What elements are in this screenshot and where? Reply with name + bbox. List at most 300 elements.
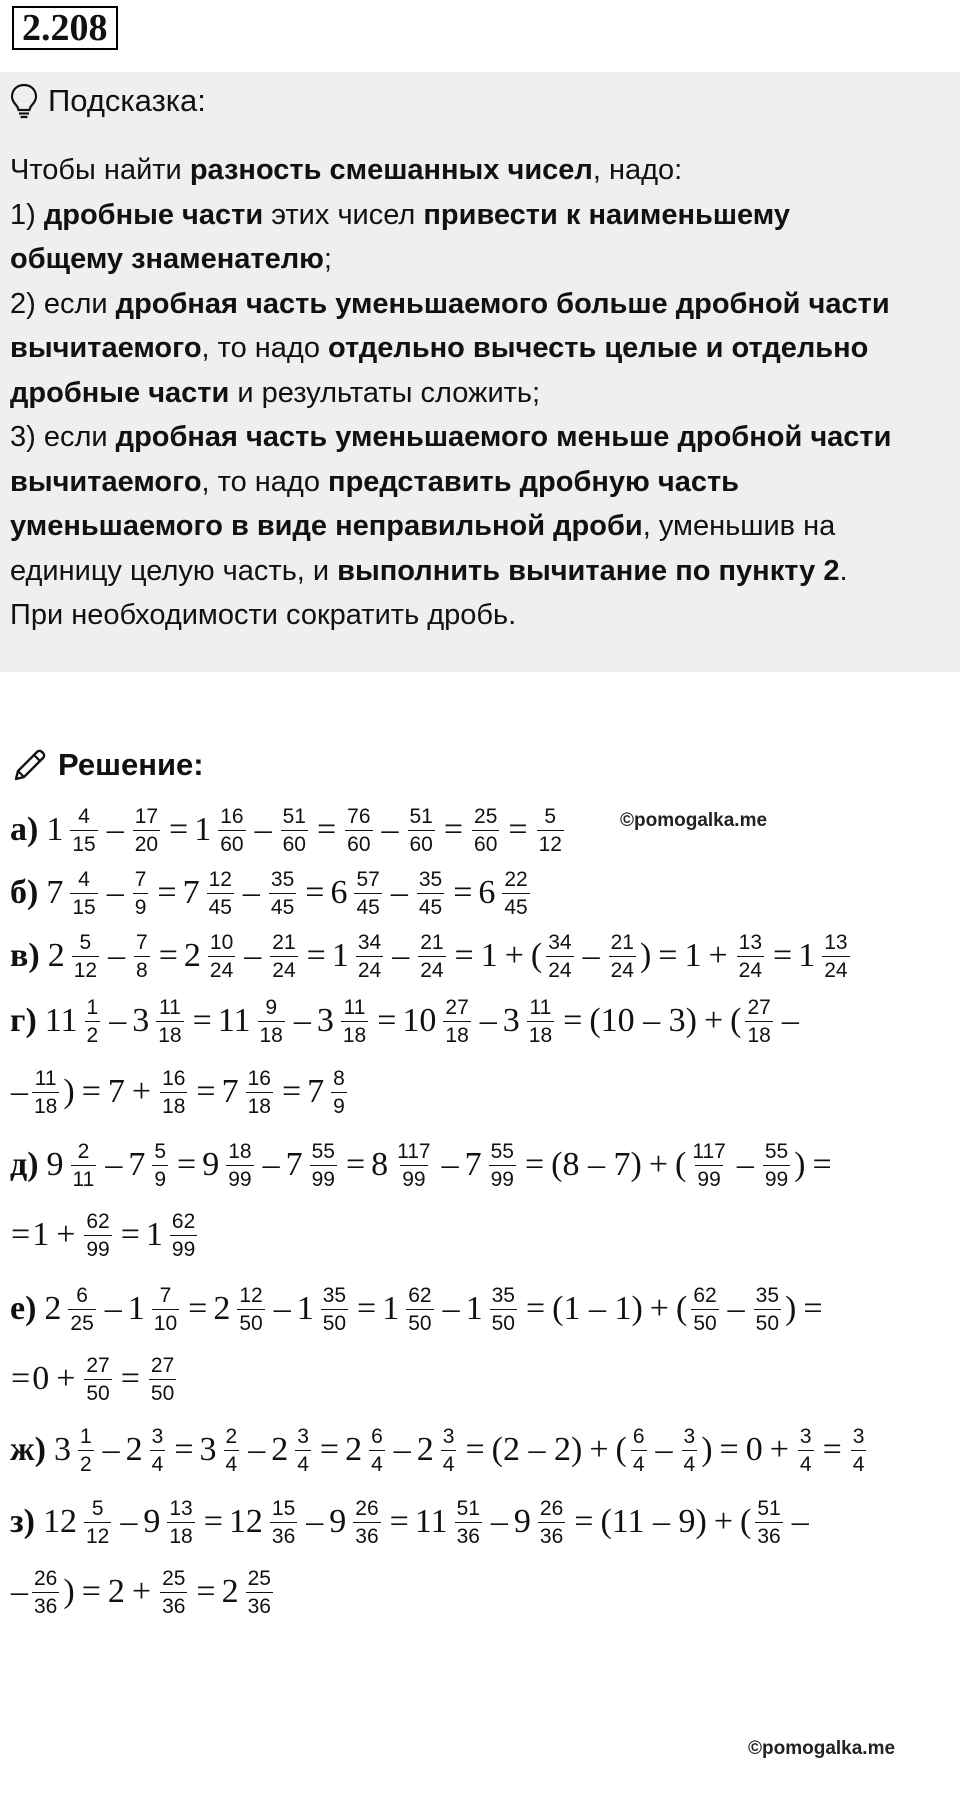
fraction-denominator: 4 [798, 1450, 814, 1477]
fraction-numerator: 62 [171, 1209, 196, 1233]
fraction-denominator: 36 [246, 1592, 273, 1619]
fraction [281, 804, 308, 857]
fraction-denominator: 50 [406, 1309, 433, 1336]
fraction-denominator: 45 [354, 893, 381, 920]
fraction [408, 804, 435, 857]
math-text: = [11, 1360, 31, 1397]
fraction-denominator: 4 [851, 1450, 867, 1477]
fraction [258, 995, 285, 1048]
fraction [270, 930, 297, 983]
fraction-denominator: 24 [609, 956, 636, 983]
math-text: 0 [745, 1431, 763, 1468]
fraction [160, 1566, 187, 1619]
solution-title-text: Решение: [58, 747, 204, 782]
fraction-numerator: 55 [490, 1139, 514, 1163]
fraction-numerator: 21 [420, 930, 444, 954]
fraction-numerator: 3 [442, 1424, 455, 1448]
fraction-denominator: 4 [295, 1450, 311, 1477]
math-operator: – [106, 811, 124, 848]
whole-part: 1 [382, 1290, 400, 1327]
hint-bold-text: вычитаемого [10, 465, 202, 498]
fraction-denominator: 10 [152, 1309, 179, 1336]
math-operator: – [244, 937, 262, 974]
whole-part: 9 [46, 1146, 64, 1183]
fraction-numerator: 21 [272, 930, 296, 954]
math-operator: = [192, 1002, 212, 1039]
hint-text-run: , то надо [201, 465, 329, 498]
math-operator: – [262, 1146, 280, 1183]
whole-part: 7 [464, 1146, 482, 1183]
fraction-numerator: 2 [225, 1424, 238, 1448]
hint-line [10, 326, 950, 371]
fraction [152, 1283, 179, 1336]
fraction-denominator: 36 [270, 1522, 297, 1549]
math-operator: = [177, 1146, 197, 1183]
fraction-denominator: 18 [745, 1021, 772, 1048]
solution-line [10, 1135, 838, 1195]
fraction [537, 804, 564, 857]
math-text: ) [63, 1573, 75, 1610]
pencil-icon [12, 747, 48, 783]
fraction [68, 1283, 95, 1336]
fraction [156, 995, 183, 1048]
fraction [32, 1566, 59, 1619]
whole-part: 1 [194, 811, 212, 848]
fraction-denominator: 4 [369, 1450, 385, 1477]
hint-line [10, 593, 950, 638]
whole-part: 10 [402, 1002, 437, 1039]
problem-number: 2.208 [12, 6, 118, 50]
hint-bold-text: дробная часть уменьшаемого меньше дробной части [115, 421, 892, 453]
hint-bold-text: общему знаменателю [10, 243, 324, 275]
fraction-denominator: 36 [32, 1592, 59, 1619]
fraction [167, 1496, 194, 1549]
whole-part: 3 [316, 1002, 334, 1039]
hint-text-run: 3) если [10, 421, 116, 453]
fraction [418, 930, 445, 983]
math-operator: + [648, 1146, 668, 1183]
fraction-numerator: 51 [282, 804, 306, 828]
fraction [345, 804, 372, 857]
hint-line [10, 193, 950, 238]
fraction [269, 867, 296, 920]
math-operator: = [316, 811, 337, 848]
fraction-numerator: 5 [91, 1496, 104, 1520]
fraction-denominator: 20 [133, 830, 160, 857]
fraction-denominator: 18 [246, 1092, 273, 1119]
fraction [851, 1424, 867, 1477]
fraction [71, 1139, 97, 1192]
math-operator: – [390, 874, 408, 911]
math-operator: – [479, 1002, 497, 1039]
fraction-numerator: 26 [355, 1496, 379, 1520]
whole-part: 7 [285, 1146, 303, 1183]
whole-part: 1 [296, 1290, 314, 1327]
math-text: 0 [32, 1360, 50, 1397]
hint-line [10, 415, 950, 460]
fraction [341, 995, 368, 1048]
fraction-denominator: 99 [489, 1165, 516, 1192]
fraction-numerator: 27 [86, 1353, 110, 1377]
fraction-numerator: 22 [504, 867, 528, 891]
fraction-numerator: 26 [34, 1566, 58, 1590]
fraction-numerator: 62 [86, 1209, 110, 1233]
math-operator: = [773, 937, 793, 974]
fraction [631, 1424, 647, 1477]
fraction-numerator: 57 [356, 867, 380, 891]
fraction-numerator: 25 [474, 804, 498, 828]
fraction-numerator: 117 [692, 1139, 726, 1163]
fraction [310, 1139, 337, 1192]
math-operator: + [56, 1360, 76, 1397]
whole-part: 1 [798, 937, 816, 974]
whole-part: 7 [307, 1073, 325, 1110]
fraction-numerator: 13 [169, 1496, 193, 1520]
math-text: ( [675, 1290, 688, 1327]
math-operator: + [769, 1431, 789, 1468]
fraction [133, 804, 160, 857]
fraction [356, 930, 383, 983]
math-operator: = [120, 1360, 140, 1397]
fraction [755, 1496, 782, 1549]
solution-line [10, 863, 533, 923]
whole-part: 6 [330, 874, 348, 911]
fraction-numerator: 55 [764, 1139, 789, 1163]
whole-part: 7 [128, 1146, 146, 1183]
fraction [72, 930, 99, 983]
fraction [218, 804, 245, 857]
math-operator: = [81, 1573, 101, 1610]
math-operator: – [102, 1431, 120, 1468]
fraction [170, 1209, 197, 1262]
math-operator: – [441, 1146, 459, 1183]
math-operator: = [196, 1073, 216, 1110]
fraction-numerator: 62 [693, 1283, 717, 1307]
fraction-numerator: 35 [270, 867, 295, 891]
fraction-denominator: 4 [150, 1450, 166, 1477]
math-operator: = [508, 811, 528, 848]
fraction-denominator: 99 [695, 1165, 722, 1192]
fraction [78, 1424, 94, 1477]
hint-bold-text: выполнить вычитание по пункту 2 [337, 554, 840, 587]
hint-bold-text: уменьшаемого в виде неправильной дроби [10, 510, 643, 542]
fraction [84, 1209, 111, 1262]
whole-part: 9 [513, 1503, 531, 1540]
math-text: ( [740, 1503, 752, 1540]
fraction [160, 1066, 187, 1119]
fraction-denominator: 12 [84, 1522, 111, 1549]
fraction [134, 930, 150, 983]
fraction-numerator: 11 [34, 1066, 57, 1090]
fraction [822, 930, 849, 983]
whole-part: 2 [47, 937, 65, 974]
hint-text-run: единицу целую часть, и [10, 554, 338, 587]
whole-part: 2 [345, 1431, 363, 1468]
solution-line [10, 1420, 869, 1480]
fraction-numerator: 21 [610, 930, 634, 954]
fraction-denominator: 50 [490, 1309, 517, 1336]
math-operator: = [719, 1431, 739, 1468]
math-text: ) [785, 1290, 797, 1327]
fraction-denominator: 9 [133, 893, 149, 920]
fraction [489, 1139, 516, 1192]
fraction [417, 867, 444, 920]
watermark-top: ©pomogalka.me [620, 810, 768, 831]
fraction-denominator: 99 [310, 1165, 337, 1192]
fraction-numerator: 1 [86, 995, 99, 1019]
math-text: ) [794, 1146, 806, 1183]
math-operator: + [131, 1073, 152, 1110]
math-operator: – [254, 811, 272, 848]
whole-part: 6 [478, 874, 496, 911]
fraction-numerator: 34 [548, 930, 572, 954]
math-operator: = [81, 1073, 101, 1110]
math-operator: = [174, 1431, 194, 1468]
hint-bold-text: дробная часть уменьшаемого больше дробной части [115, 287, 890, 320]
fraction-numerator: 5 [544, 804, 557, 828]
fraction-numerator: 51 [456, 1496, 480, 1520]
math-operator: = [319, 1431, 340, 1468]
math-operator: – [490, 1503, 508, 1540]
lightbulb-icon [10, 83, 38, 119]
fraction-numerator: 35 [322, 1283, 347, 1307]
fraction-denominator: 24 [208, 956, 235, 983]
fraction-numerator: 13 [738, 930, 763, 954]
whole-part: 7 [46, 874, 64, 911]
hint-line [10, 282, 950, 327]
fraction [754, 1283, 781, 1336]
math-text: 1 [684, 937, 702, 974]
fraction [84, 1496, 111, 1549]
fraction-numerator: 3 [151, 1424, 164, 1448]
fraction [246, 1566, 273, 1619]
fraction-denominator: 45 [502, 893, 529, 920]
fraction-denominator: 99 [170, 1235, 197, 1262]
fraction-denominator: 24 [418, 956, 445, 983]
fraction-denominator: 99 [400, 1165, 427, 1192]
fraction [321, 1283, 348, 1336]
math-text: = [11, 1216, 31, 1253]
fraction-denominator: 45 [269, 893, 296, 920]
math-operator: – [306, 1503, 324, 1540]
fraction [441, 1424, 457, 1477]
fraction-numerator: 2 [77, 1139, 90, 1163]
math-text: 1 [32, 1216, 50, 1253]
hint-line [10, 460, 950, 505]
fraction-numerator: 16 [220, 804, 244, 828]
hint-bold-text: отдельно вычесть целые и отдельно [328, 332, 869, 364]
math-operator: = [524, 1146, 545, 1183]
fraction-numerator: 9 [265, 995, 278, 1019]
fraction-denominator: 4 [441, 1450, 457, 1477]
fraction [682, 1424, 698, 1477]
fraction [224, 1424, 240, 1477]
math-operator: = [157, 874, 177, 911]
math-operator: = [196, 1573, 216, 1610]
solution-line [10, 1492, 815, 1552]
fraction-numerator: 18 [228, 1139, 252, 1163]
math-operator: = [389, 1503, 409, 1540]
math-text: – [11, 1573, 28, 1610]
fraction [763, 1139, 790, 1192]
math-text: ( [675, 1146, 687, 1183]
item-label: б) [10, 874, 39, 911]
math-operator: – [791, 1503, 809, 1540]
math-operator: = [305, 874, 325, 911]
fraction-numerator: 12 [239, 1283, 263, 1307]
hint-text-run: этих чисел [263, 198, 424, 231]
fraction-numerator: 16 [162, 1066, 186, 1090]
fraction [745, 995, 772, 1048]
fraction-denominator: 50 [754, 1309, 781, 1336]
hint-text-run: ; [323, 243, 332, 275]
hint-line [10, 549, 950, 594]
math-operator: + [589, 1431, 609, 1468]
fraction [331, 1066, 347, 1119]
fraction-numerator: 4 [78, 867, 90, 891]
math-operator: = [822, 1431, 842, 1468]
item-label: ж) [10, 1431, 46, 1468]
math-operator: – [120, 1503, 138, 1540]
math-operator: = [803, 1290, 823, 1327]
fraction-numerator: 6 [632, 1424, 645, 1448]
math-text: – [11, 1073, 28, 1110]
hint-title-text: Подсказка: [48, 83, 206, 118]
solution-line [10, 926, 853, 986]
fraction-numerator: 1 [79, 1424, 92, 1448]
fraction-numerator: 11 [529, 995, 552, 1019]
fraction [237, 1283, 264, 1336]
fraction [490, 1283, 517, 1336]
fraction-denominator: 25 [68, 1309, 95, 1336]
math-operator: – [105, 1146, 123, 1183]
fraction [270, 1496, 297, 1549]
fraction-numerator: 25 [162, 1566, 186, 1590]
fraction-numerator: 11 [158, 995, 181, 1019]
fraction-numerator: 117 [397, 1139, 431, 1163]
fraction-numerator: 12 [208, 867, 232, 891]
fraction-numerator: 13 [824, 930, 848, 954]
math-operator: – [242, 874, 260, 911]
hint-text-run: При необходимости сократить дробь. [10, 599, 517, 631]
math-operator: = [203, 1503, 223, 1540]
math-operator: = [443, 811, 464, 848]
math-text: ( [530, 937, 543, 974]
fraction [443, 995, 470, 1048]
fraction-denominator: 36 [755, 1522, 782, 1549]
whole-part: 9 [143, 1503, 161, 1540]
fraction-denominator: 15 [70, 893, 97, 920]
fraction-numerator: 26 [539, 1496, 564, 1520]
fraction-denominator: 36 [160, 1592, 187, 1619]
math-operator: – [248, 1431, 266, 1468]
hint-bold-text: представить дробную часть [328, 465, 739, 498]
fraction [472, 804, 499, 857]
math-operator: + [703, 1002, 724, 1039]
hint-text-run: Чтобы найти [10, 154, 190, 186]
math-operator: – [106, 874, 124, 911]
fraction-numerator: 62 [408, 1283, 432, 1307]
fraction-denominator: 45 [207, 893, 234, 920]
solution-line [10, 1279, 829, 1339]
math-text: ) [639, 937, 652, 974]
math-text: 2 [107, 1573, 125, 1610]
fraction [798, 1424, 814, 1477]
fraction-denominator: 50 [691, 1309, 718, 1336]
math-operator: – [392, 937, 410, 974]
fraction [84, 1353, 111, 1406]
math-text: ( [730, 1002, 742, 1039]
fraction-denominator: 18 [443, 1021, 470, 1048]
math-operator: – [273, 1290, 291, 1327]
item-label: з) [10, 1503, 35, 1540]
fraction-denominator: 18 [341, 1021, 368, 1048]
hint-text-run: . [839, 554, 848, 587]
fraction [149, 1353, 176, 1406]
math-operator: = [525, 1290, 546, 1327]
fraction-denominator: 24 [737, 956, 764, 983]
math-operator: = [812, 1146, 832, 1183]
math-operator: = [169, 811, 189, 848]
whole-part: 3 [502, 1002, 520, 1039]
fraction-denominator: 4 [631, 1450, 647, 1477]
hint-text-run: 1) [10, 198, 44, 231]
math-text: (2 – 2) [491, 1431, 583, 1468]
fraction-numerator: 7 [159, 1283, 172, 1307]
whole-part: 3 [132, 1002, 150, 1039]
fraction-numerator: 6 [371, 1424, 383, 1448]
fraction-denominator: 50 [149, 1379, 176, 1406]
fraction-numerator: 3 [297, 1424, 309, 1448]
fraction-numerator: 4 [78, 804, 90, 828]
fraction-numerator: 35 [418, 867, 443, 891]
math-operator: + [713, 1503, 734, 1540]
fraction [70, 867, 97, 920]
fraction-denominator: 9 [331, 1092, 347, 1119]
fraction-numerator: 5 [79, 930, 92, 954]
math-operator: = [454, 937, 474, 974]
fraction-denominator: 36 [538, 1522, 565, 1549]
solution-line [10, 800, 567, 860]
math-operator: – [381, 811, 399, 848]
fraction-denominator: 60 [472, 830, 499, 857]
fraction-numerator: 15 [271, 1496, 296, 1520]
hint-text-run: , то надо [201, 332, 329, 364]
fraction-numerator: 76 [347, 804, 371, 828]
whole-part: 1 [331, 937, 349, 974]
fraction [737, 930, 764, 983]
math-operator: + [708, 937, 728, 974]
hint-text-run: и результаты сложить; [229, 376, 541, 409]
whole-part: 9 [329, 1503, 347, 1540]
fraction-denominator: 36 [455, 1522, 482, 1549]
whole-part: 3 [199, 1431, 217, 1468]
fraction-denominator: 18 [156, 1021, 183, 1048]
fraction-denominator: 24 [356, 956, 383, 983]
fraction-denominator: 12 [537, 830, 564, 857]
hint-text-run: 2) если [10, 287, 116, 320]
math-operator: – [736, 1146, 754, 1183]
solution-title [12, 744, 204, 786]
whole-part: 11 [217, 1002, 251, 1039]
hint-bold-text: привести к наименьшему [423, 198, 790, 231]
fraction-denominator: 24 [546, 956, 573, 983]
fraction-numerator: 7 [134, 867, 147, 891]
whole-part: 11 [414, 1503, 448, 1540]
math-operator: = [345, 1146, 366, 1183]
fraction [150, 1424, 166, 1477]
fraction [207, 867, 234, 920]
